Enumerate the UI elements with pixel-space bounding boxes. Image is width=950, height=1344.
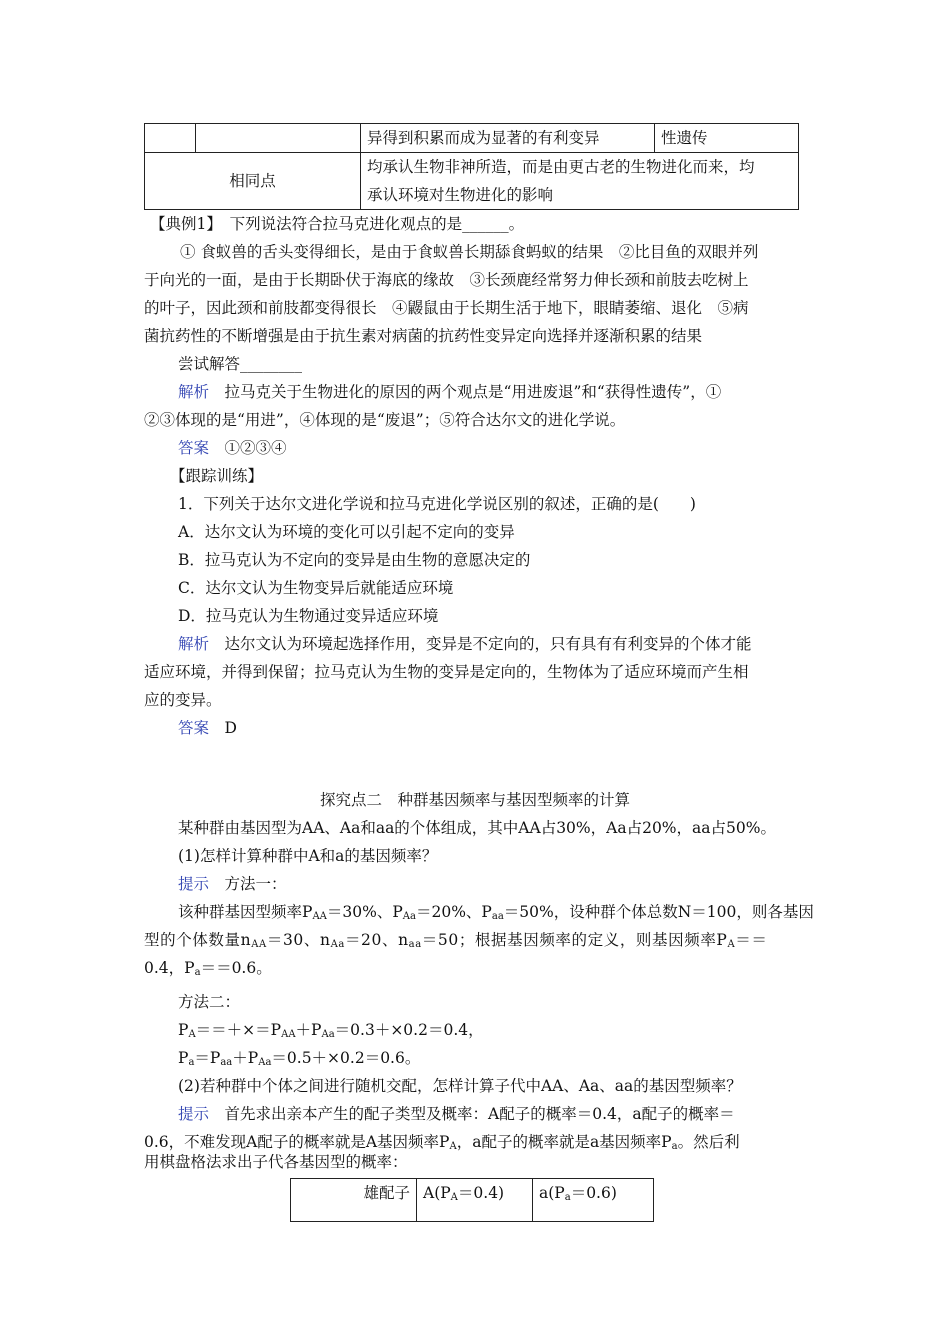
text: ＝＝0.6。 (200, 959, 272, 977)
text: ＝0.3＋×0.2＝0.4， (334, 1021, 484, 1039)
text: ＝0.6) (570, 1184, 617, 1202)
question-1: (1)怎样计算种群中A和a的基因频率？ (178, 847, 438, 865)
formula-line (178, 1016, 484, 1044)
hint-text: 用棋盘格法求出子代各基因型的概率： (144, 1153, 408, 1171)
answer-label: 答案 (178, 439, 210, 457)
text: ＝P (194, 1049, 221, 1067)
hint-label: 提示 (178, 875, 210, 893)
column-b-cell (533, 1179, 654, 1222)
analysis-paragraph (178, 630, 752, 658)
subscript: Aa (330, 939, 345, 950)
subscript: AA (312, 911, 327, 922)
comparison-table (144, 123, 799, 210)
table-cell (145, 124, 196, 153)
text: 0.6，不难发现A配子的概率就是A基因频率P (144, 1133, 450, 1151)
formula-line (178, 898, 814, 926)
analysis-text: 达尔文认为环境起选择作用，变异是不定向的，只有具有有利变异的个体才能 (209, 635, 752, 653)
hint-paragraph (178, 870, 287, 898)
text: 。然后利 (677, 1133, 740, 1151)
hint-text: 首先求出亲本产生的配子类型及概率：A配子的概率＝0.4，a配子的概率＝ (209, 1105, 735, 1123)
subscript: A (188, 1029, 196, 1040)
subscript: AA (281, 1029, 296, 1040)
method-label: 方法二： (178, 993, 241, 1011)
option-a: A．达尔文认为环境的变化可以引起不定向的变异 (178, 523, 515, 541)
training-heading: 【跟踪训练】 (170, 467, 264, 485)
option-d: D．拉马克认为生物通过变异适应环境 (178, 607, 439, 625)
subscript: A (450, 1192, 458, 1203)
text: ＝20、n (344, 931, 409, 949)
analysis-text: 应的变异。 (144, 691, 222, 709)
text: ＝＝ (735, 931, 768, 949)
header-cell: 雄配子 (291, 1179, 417, 1222)
analysis-paragraph (178, 378, 721, 406)
row-label-similarity: 相同点 (145, 153, 361, 210)
subscript: Aa (321, 1029, 335, 1040)
answer-paragraph (178, 714, 237, 742)
formula-line (178, 1044, 420, 1072)
example-line: 的叶子，因此颈和前肢都变得很长 ④鼹鼠由于长期生活于地下，眼睛萎缩、退化 ⑤病 (144, 299, 749, 317)
answer-text: ①②③④ (209, 439, 287, 457)
example-line: ① 食蚁兽的舌头变得细长，是由于食蚁兽长期舔食蚂蚁的结果 ②比目鱼的双眼并列 (180, 243, 759, 261)
analysis-label: 解析 (178, 635, 210, 653)
gamete-table (290, 1178, 654, 1222)
text: 型的个体数量n (144, 931, 252, 949)
text: ＝0.4) (457, 1184, 505, 1202)
section-title: 探究点二 种群基因频率与基因型频率的计算 (319, 791, 630, 809)
option-b: B．拉马克认为不定向的变异是由生物的意愿决定的 (178, 551, 531, 569)
text: A(P (423, 1184, 451, 1202)
example-heading: 【典例1】 下列说法符合拉马克进化观点的是______。 (150, 215, 525, 233)
section-intro: 某种群由基因型为AA、Aa和aa的个体组成，其中AA占30%，Aa占20%，aa占50%。 (178, 819, 776, 837)
text: ，a配子的概率就是a基因频率P (456, 1133, 672, 1151)
text: P (178, 1049, 189, 1067)
text: ＝0.5＋×0.2＝0.6。 (271, 1049, 421, 1067)
text: ＋P (295, 1021, 322, 1039)
text: ＝30、n (266, 931, 331, 949)
table-cell (361, 153, 799, 210)
subscript: aa (408, 939, 422, 950)
subscript: a (188, 1057, 195, 1068)
text: ＝＝＋×＝P (195, 1021, 282, 1039)
text: a(P (539, 1184, 565, 1202)
table-cell (196, 124, 361, 153)
formula-line (144, 926, 767, 954)
option-c: C．达尔文认为生物变异后就能适应环境 (178, 579, 454, 597)
column-a-cell (417, 1179, 533, 1222)
cell-line: 均承认生物非神所造，而是由更古老的生物进化而来，均 (367, 158, 755, 176)
example-line: 菌抗药性的不断增强是由于抗生素对病菌的抗药性变异定向选择并逐渐积累的结果 (144, 327, 703, 345)
subscript: aa (220, 1057, 233, 1068)
try-answer: 尝试解答________ (178, 355, 303, 373)
cell-line: 承认环境对生物进化的影响 (367, 186, 554, 204)
text: P (178, 1021, 189, 1039)
subscript: AA (251, 939, 267, 950)
answer-label: 答案 (178, 719, 210, 737)
text: ＋P (232, 1049, 259, 1067)
text: ＝30%、P (326, 903, 403, 921)
text: ＝50%，设种群个体总数N＝100，则各基因 (503, 903, 814, 921)
analysis-text: 适应环境，并得到保留；拉马克认为生物的变异是定向的，生物体为了适应环境而产生相 (144, 663, 749, 681)
question-text: 1．下列关于达尔文进化学说和拉马克进化学说区别的叙述，正确的是( ) (178, 495, 696, 513)
example-line: 于向光的一面，是由于长期卧伏于海底的缘故 ③长颈鹿经常努力伸长颈和前肢去吃树上 (144, 271, 749, 289)
formula-line (144, 954, 272, 982)
text: ＝50；根据基因频率的定义，则基因频率P (421, 931, 728, 949)
subscript: Aa (402, 911, 416, 922)
subscript: A (727, 939, 736, 950)
text: 0.4，P (144, 959, 195, 977)
table-cell: 异得到积累而成为显著的有利变异 (361, 124, 655, 153)
subscript: Aa (258, 1057, 272, 1068)
table-cell: 性遗传 (655, 124, 799, 153)
hint-paragraph (178, 1100, 735, 1128)
answer-paragraph (178, 434, 287, 462)
subscript: a (564, 1192, 571, 1203)
analysis-text: ②③体现的是“用进”，④体现的是“废退”；⑤符合达尔文的进化学说。 (144, 411, 626, 429)
subscript: aa (491, 911, 504, 922)
table-row (145, 124, 799, 153)
subscript: a (671, 1141, 678, 1152)
answer-text: D (209, 719, 237, 737)
analysis-text: 拉马克关于生物进化的原因的两个观点是“用进废退”和“获得性遗传”，① (209, 383, 722, 401)
question-2: (2)若种群中个体之间进行随机交配，怎样计算子代中AA、Aa、aa的基因型频率？ (178, 1077, 742, 1095)
table-row (145, 153, 799, 210)
text: 该种群基因型频率P (178, 903, 313, 921)
subscript: A (449, 1141, 457, 1152)
analysis-label: 解析 (178, 383, 210, 401)
hint-label: 提示 (178, 1105, 210, 1123)
method-label: 方法一： (209, 875, 287, 893)
table-row (291, 1179, 654, 1222)
subscript: a (194, 967, 201, 978)
text: ＝20%、P (415, 903, 492, 921)
